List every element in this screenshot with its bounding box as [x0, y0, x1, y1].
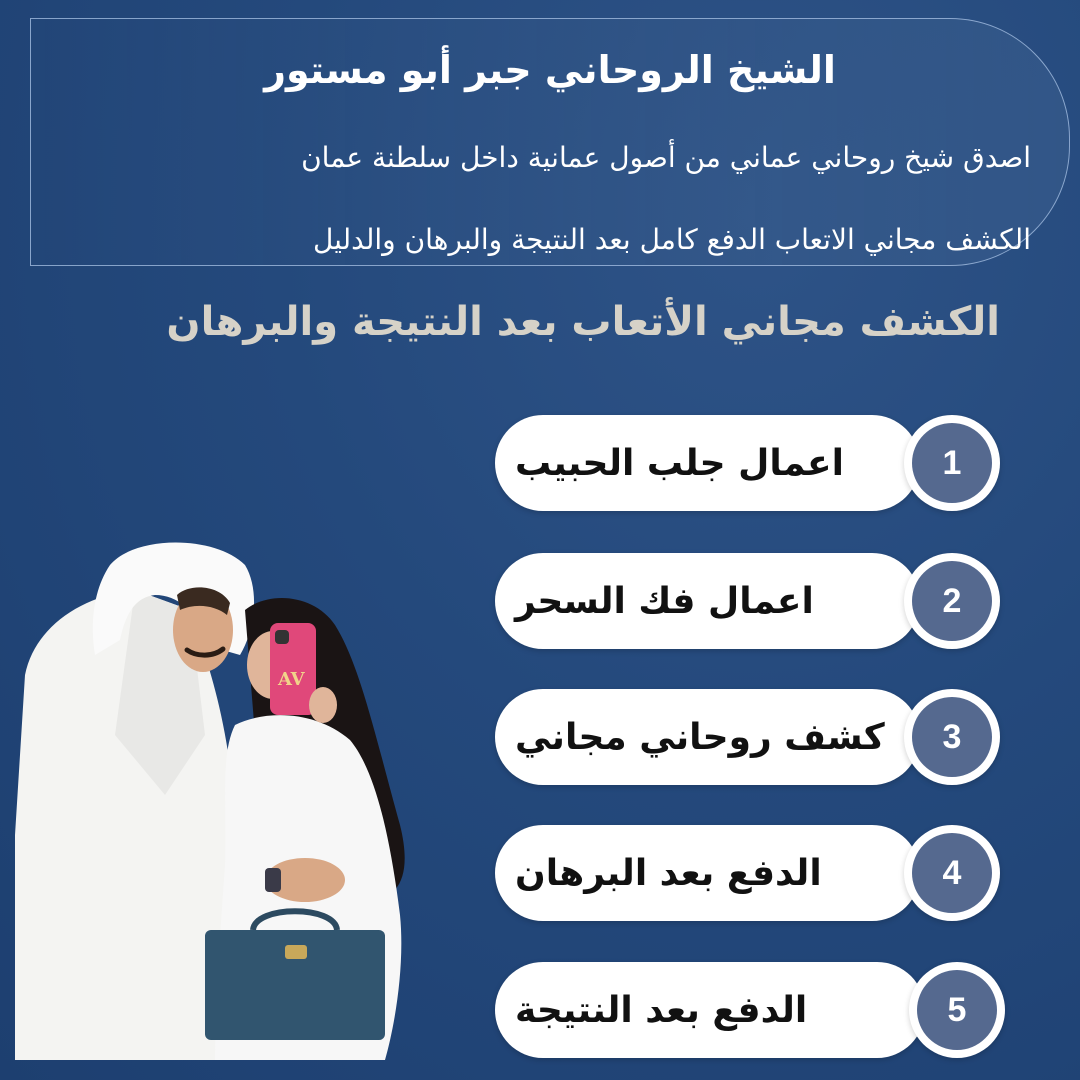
service-pill — [495, 825, 920, 921]
description-line-2: الكشف مجاني الاتعاب الدفع كامل بعد النتيجة والبرهان والدليل — [312, 223, 1031, 256]
service-number: 2 — [912, 561, 992, 641]
service-item-4 — [495, 825, 1000, 921]
svg-text:AV: AV — [278, 669, 305, 690]
subheading: الكشف مجاني الأتعاب بعد النتيجة والبرهان — [166, 299, 1000, 345]
service-pill — [495, 689, 920, 785]
service-item-5 — [495, 962, 1005, 1058]
service-number: 1 — [912, 423, 992, 503]
service-number: 5 — [917, 970, 997, 1050]
service-label: كشف روحاني مجاني — [515, 716, 885, 758]
service-number-badge — [904, 825, 1000, 921]
service-item-3 — [495, 689, 1000, 785]
service-number-badge — [904, 689, 1000, 785]
service-number-badge — [904, 415, 1000, 511]
service-label: الدفع بعد البرهان — [515, 852, 822, 894]
service-label: الدفع بعد النتيجة — [515, 989, 808, 1031]
service-item-2 — [495, 553, 1000, 649]
service-label: اعمال جلب الحبيب — [515, 442, 844, 484]
service-item-1 — [495, 415, 1000, 511]
description-line-1: اصدق شيخ روحاني عماني من أصول عمانية داخل سلطنة عمان — [301, 141, 1031, 174]
service-number-badge — [909, 962, 1005, 1058]
service-number-badge — [904, 553, 1000, 649]
service-number: 3 — [912, 697, 992, 777]
service-number: 4 — [912, 833, 992, 913]
service-label: اعمال فك السحر — [515, 580, 814, 622]
page-title: الشيخ الروحاني جبر أبو مستور — [264, 48, 836, 92]
service-pill — [495, 553, 920, 649]
service-pill — [495, 415, 920, 511]
service-pill — [495, 962, 925, 1058]
